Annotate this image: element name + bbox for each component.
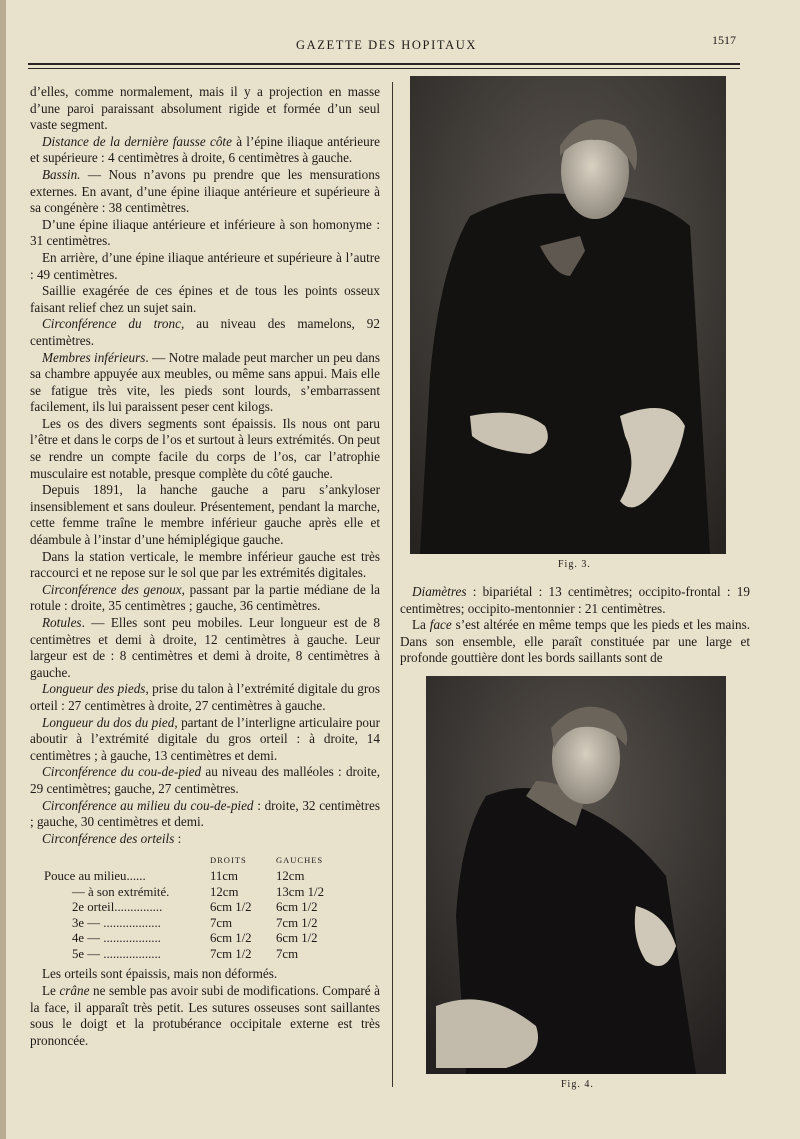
right-column: [400, 584, 750, 667]
paragraph: Les orteils sont épaissis, mais non déformés.: [42, 966, 278, 982]
paragraph: Distance de la dernière fausse côte à l’épine iliaque antérieure et supérieure : 4 centimètres à droite, 6 centimètres à gauche.: [30, 133, 380, 166]
table-row: 5e — .................. 7cm 1/2 7cm: [72, 946, 299, 961]
table-row: 4e — .................. 6cm 1/2 6cm 1/2: [72, 931, 318, 946]
paragraph: En arrière, d’une épine iliaque antérieure et supérieure à l’autre : 49 centimètres.: [30, 249, 380, 282]
col-head-left: GAUCHES: [276, 855, 324, 866]
figure-4-caption: Fig. 4.: [561, 1079, 594, 1090]
paragraph: D’une épine iliaque antérieure et inférieure à son homonyme : 31 centimètres.: [30, 216, 380, 249]
paragraph: Circonférence du cou-de-pied au niveau des malléoles : droite, 29 centimètres; gauche, 27 centimètres.: [30, 764, 381, 796]
page-number: 1517: [712, 33, 736, 47]
paragraph: Saillie exagérée de ces épines et de tous les points osseux faisant relief chez un sujet sain.: [30, 283, 380, 315]
col-head-right: DROITS: [210, 855, 247, 866]
table-row: 3e — .................. 7cm 7cm 1/2: [72, 915, 318, 930]
paragraph: Les os des divers segments sont épaissis. Ils nous ont paru l’être et dans le corps de l’os et surtout à leurs extrémités. On peut se rendre un compte facile du corps de l’os, car l’atrophie musculaire est notable, presque complète du côté gauche.: [30, 415, 380, 481]
paragraph: Longueur du dos du pied, partant de l’interligne articulaire pour aboutir à l’extrémité digitale du gros orteil : à droite, 14 centimètres ; à gauche, 13 centimètres et demi.: [30, 714, 380, 763]
paragraph: Bassin. — Nous n’avons pu prendre que les mensurations externes. En avant, d’une épine iliaque antérieure et supérieure à sa congénère : 38 centimètres.: [30, 166, 381, 216]
paragraph: d’elles, comme normalement, mais il y a projection en masse d’une paroi paraissant absolument rigide et formée d’un seul vaste segment.: [30, 84, 380, 133]
figure-3-caption: Fig. 3.: [558, 559, 591, 570]
seated-woman-photo: [410, 76, 726, 554]
table-header: [30, 853, 380, 869]
journal-title: GAZETTE DES HOPITAUX: [296, 38, 477, 52]
paragraph: Rotules. — Elles sont peu mobiles. Leur longueur est de 8 centimètres et demi à droite, 12 centimètres à gauche. Leur largeur est de : 8 centimètres et demi à droite, 8 centimètres à gauche.: [30, 615, 380, 680]
header-rule-thin: [28, 68, 740, 69]
paragraph: Circonférence des orteils :: [42, 830, 182, 846]
left-column: [30, 84, 380, 1049]
paragraph: Circonférence des genoux, passant par la partie médiane de la rotule : droite, 35 centimètres ; gauche, 36 centimètres.: [30, 581, 380, 614]
paragraph: La face s’est altérée en même temps que les pieds et les mains. Dans son ensemble, elle paraît constituée par une large et profonde gouttière dont les bords saillants sont de: [400, 617, 751, 666]
figure-3-photo: [410, 76, 726, 554]
paragraph: Circonférence du tronc, au niveau des mamelons, 92 centimètres.: [30, 316, 380, 348]
column-divider: [392, 82, 393, 1087]
header-rule: [28, 63, 740, 65]
table-row: — à son extrémité. 12cm 13cm 1/2: [72, 884, 324, 899]
paragraph: Depuis 1891, la hanche gauche a paru s’ankyloser insensiblement et sans douleur. Présentement, pendant la marche, cette femme traîne le membre inférieur gauche après elle et déambule à l’instar d’une hémiplégique gauche.: [30, 482, 380, 548]
figure-4-photo: [426, 676, 726, 1074]
page-edge: [0, 0, 6, 1139]
profile-woman-photo: [426, 676, 726, 1074]
paragraph: Circonférence au milieu du cou-de-pied : droite, 32 centimètres ; gauche, 30 centimètres et demi.: [30, 797, 380, 830]
paragraph: Dans la station verticale, le membre inférieur gauche est très raccourci et ne repose sur le sol que par les extrémités digitales.: [30, 548, 380, 581]
toe-measurement-table: [30, 853, 380, 962]
paragraph: Longueur des pieds, prise du talon à l’extrémité digitale du gros orteil : 27 centimètres à droite, 27 centimètres à gauche.: [30, 681, 380, 713]
table-row: Pouce au milieu...... 11cm 12cm: [44, 868, 305, 883]
table-row: 2e orteil............... 6cm 1/2 6cm 1/2: [72, 900, 318, 915]
paragraph: Le crâne ne semble pas avoir subi de modifications. Comparé à la face, il apparaît très petit. Les sutures osseuses sont saillantes sous le doigt et la protubérance occipitale externe est très prononcée.: [30, 983, 380, 1048]
paragraph: Membres inférieurs. — Notre malade peut marcher un peu dans sa chambre appuyée aux meubles, ou même sans appui. Mais elle se fatigue très vite, les pieds sont lourds, s’embarrassent facilement, ils lui paraissent peser cent kilogs.: [30, 349, 380, 415]
paragraph: Diamètres : bipariétal : 13 centimètres; occipito-frontal : 19 centimètres; occipito-mentonnier : 21 centimètres.: [400, 584, 750, 616]
